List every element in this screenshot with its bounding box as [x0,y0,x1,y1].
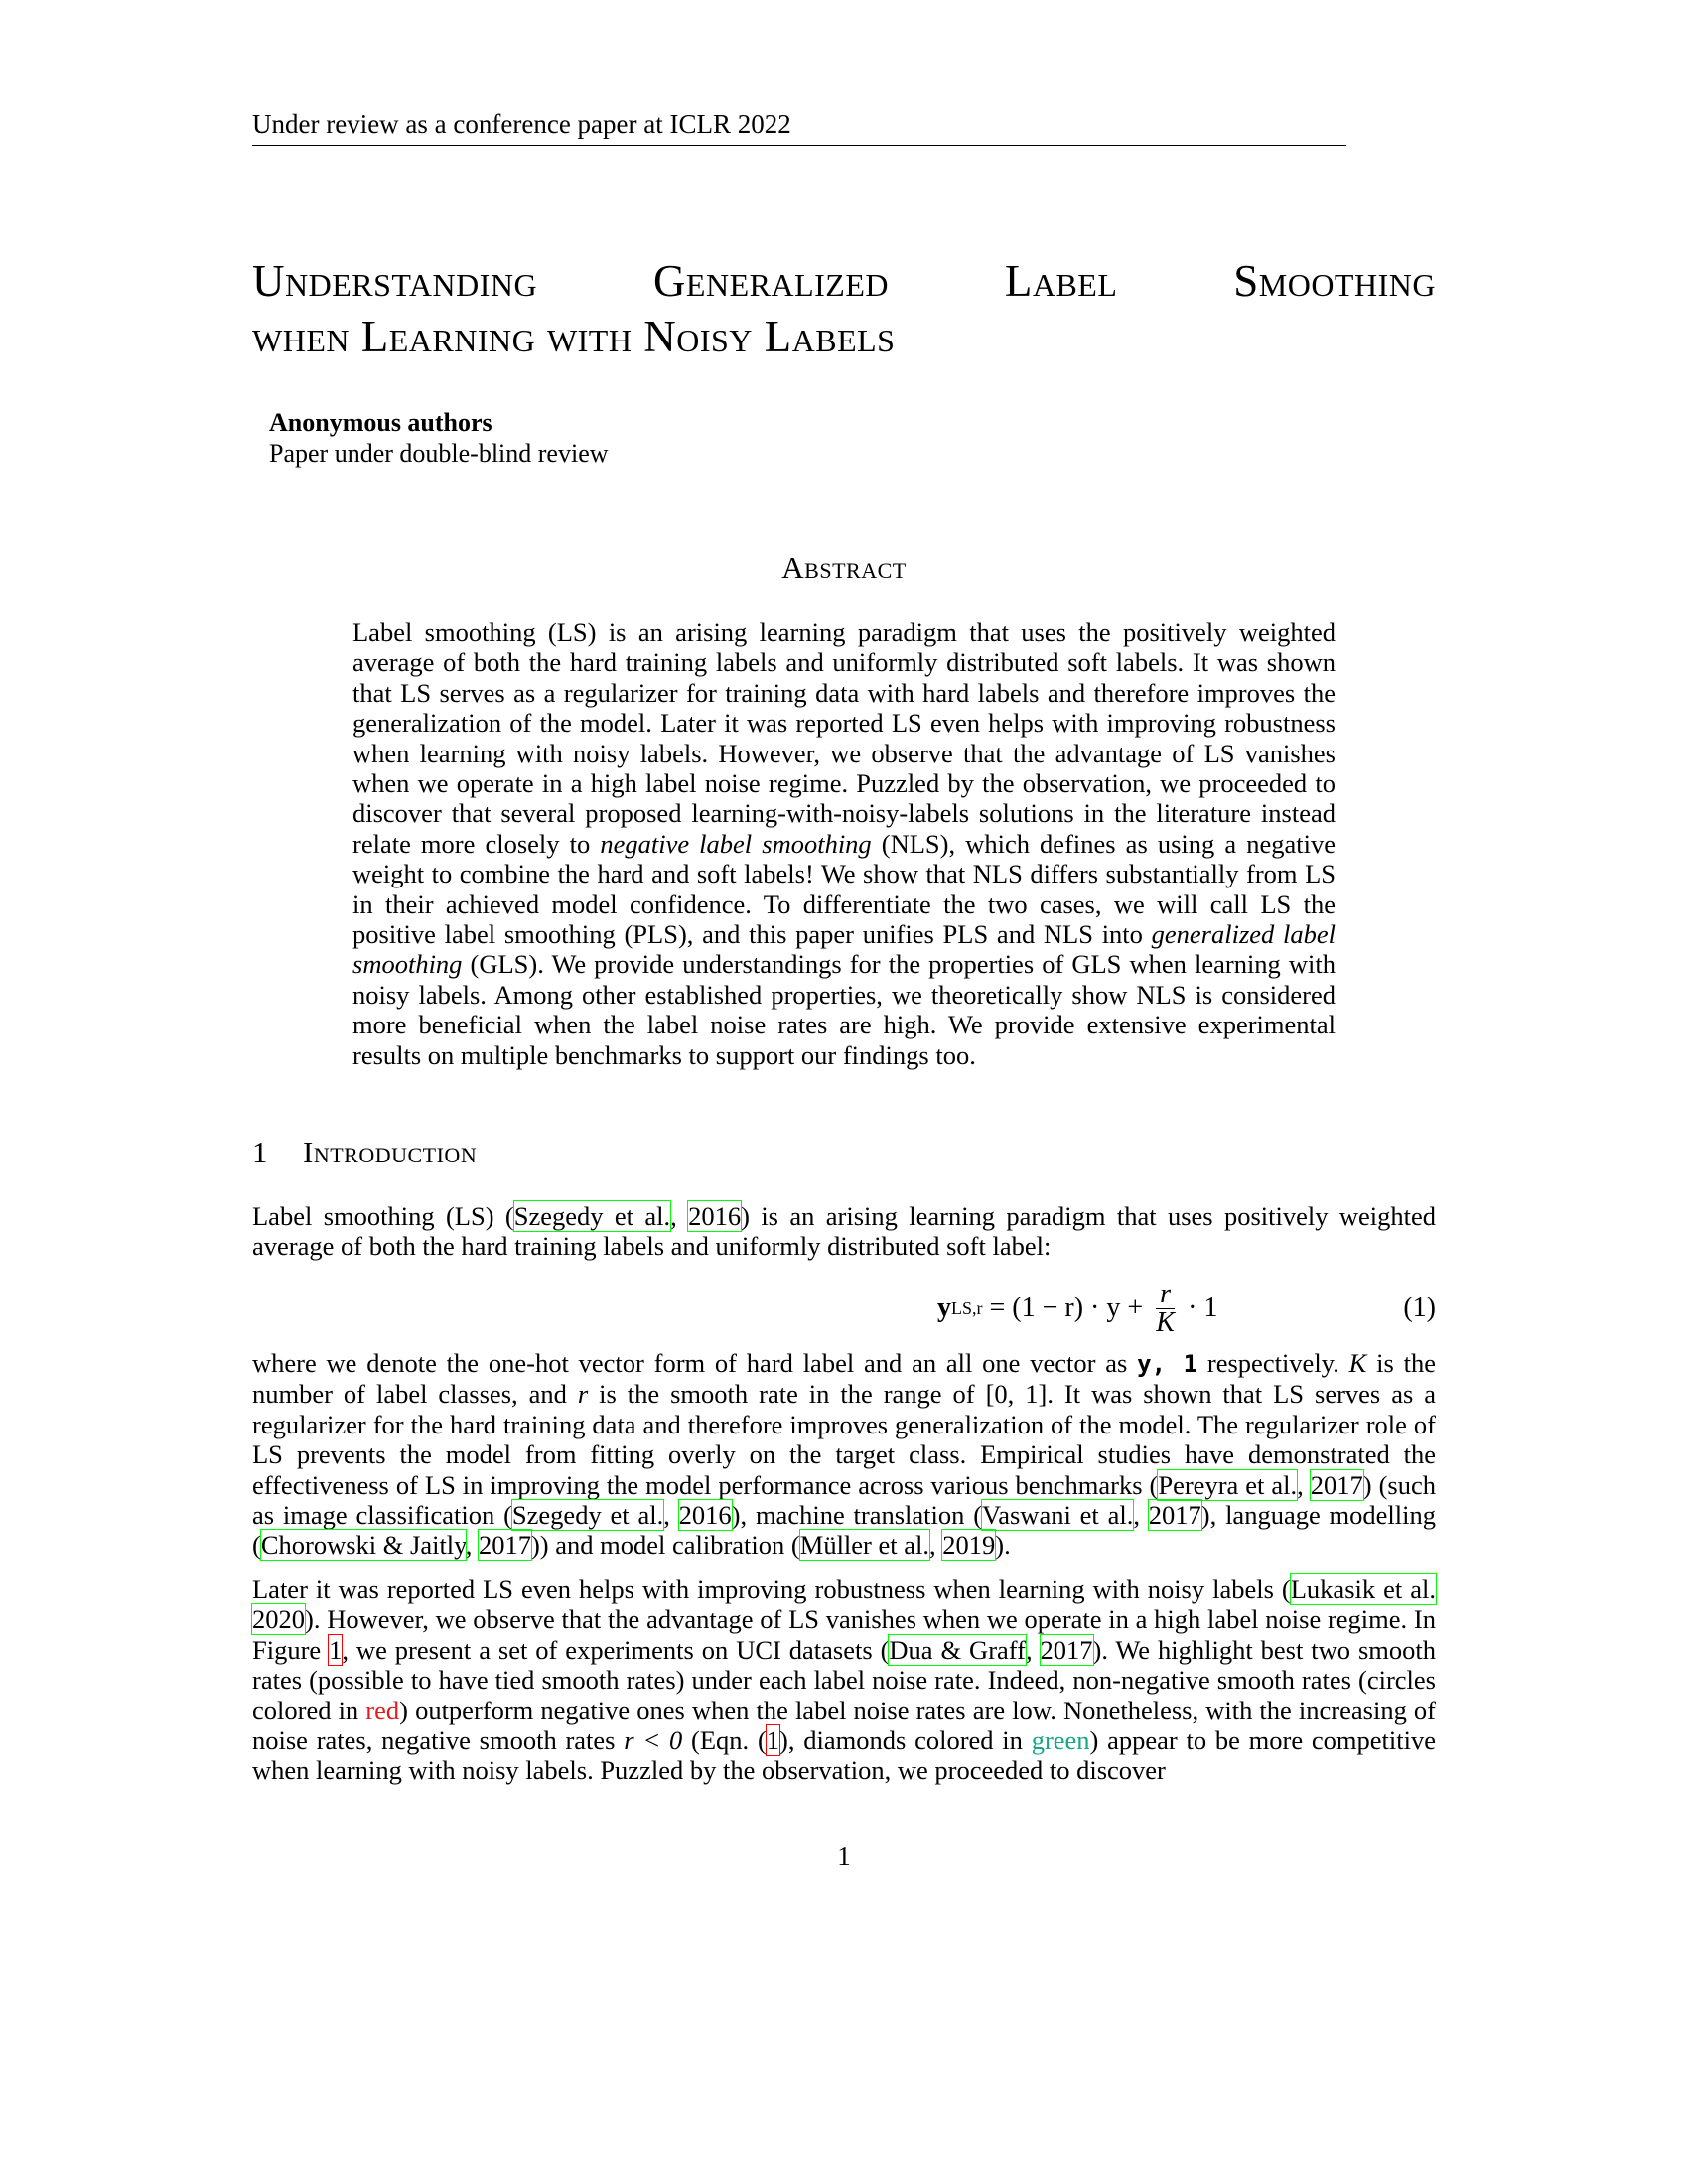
title-line-1 [252,253,1436,309]
title-word: Understanding [252,256,538,306]
author-block [269,407,609,469]
citation-link[interactable]: 2017 [478,1530,531,1561]
red-label: red [365,1695,400,1725]
citation-link[interactable]: Vaswani et al. [982,1500,1134,1531]
citation-link[interactable]: 2016 [678,1500,732,1531]
vector-symbols: y, 1 [1137,1350,1198,1378]
equation-1 [252,1279,1436,1338]
emphasis: negative label smoothing [600,828,872,859]
title-word: Generalized [652,256,889,306]
title-word: Smoothing [1233,256,1436,306]
equation-number: (1) [1403,1293,1436,1323]
citation-link[interactable]: Dua & Graff [889,1634,1026,1665]
paragraph-2: where we denote the one-hot vector form of hard label and an all one vector as y, 1 respectively. K is the number of label classes, and r is the smooth rate in the range of [0, 1]. It was shown that LS serves as a regularizer for the hard training data and therefore improves generalization of the model. The regularizer role of LS prevents the model from fitting overly on the target class. Empirical studies have demonstrated the effectiveness of LS in improving the model performance across various benchmarks (Pereyra et al., 2017) (such as image classification (Szegedy et al., 2016), machine translation (Vaswani et al., 2017), language modelling (Chorowski & Jaitly, 2017)) and model calibration (Müller et al., 2019). [252,1348,1437,1561]
green-label: green [1031,1725,1090,1756]
title-line-2: when Learning with Noisy Labels [252,312,896,361]
section-title: Introduction [303,1135,478,1169]
section-number: 1 [252,1135,268,1169]
figure-ref-link[interactable]: 1 [329,1634,343,1665]
running-header: Under review as a conference paper at ICLR 2022 [252,107,1346,146]
abstract-heading: Abstract [781,550,907,585]
page-number: 1 [837,1842,851,1871]
fraction: $\frac{r}{K}$ [1156,1278,1175,1338]
title-word: Label [1004,256,1118,306]
section-heading-introduction [252,1135,477,1170]
citation-link[interactable]: Lukasik et al. [1290,1574,1436,1604]
abstract-text: Label smoothing (LS) is an arising learning paradigm that uses the positively weighted average of both the hard training labels and uniformly distributed soft labels. It was shown that LS serves as a regularizer for training data with hard labels and therefore improves the generalization of the model. Later it was reported LS even helps with improving robustness when learning with noisy labels. However, we observe that the advantage of LS vanishes when we operate in a high label noise regime. Puzzled by the observation, we proceeded to discover that several proposed learning-with-noisy-labels solutions in the literature instead relate more closely to negative label smoothing (NLS), which defines as using a negative weight to combine the hard and soft labels! We show that NLS differs substantially from LS in their achieved model confidence. To differentiate the two cases, we will call LS the positive label smoothing (PLS), and this paper unifies PLS and NLS into generalized label smoothing (GLS). We provide understandings for the properties of GLS when learning with noisy labels. Among other established properties, we theoretically show NLS is considered more beneficial when the label noise rates are high. We provide extensive experimental results on multiple benchmarks to support our findings too. [352,617,1336,1070]
author-name: Anonymous authors [269,408,492,437]
citation-link[interactable]: Szegedy et al. [513,1201,671,1231]
citation-link[interactable]: Chorowski & Jaitly [260,1530,466,1561]
review-note: Paper under double-blind review [269,439,609,468]
citation-link[interactable]: 2017 [1148,1500,1201,1531]
paper-title [252,253,1436,364]
citation-link[interactable]: Müller et al. [799,1530,929,1561]
paragraph-3: Later it was reported LS even helps with improving robustness when learning with noisy labels (Lukasik et al. 2020). However, we observe that the advantage of LS vanishes when we operate in a high label noise regime. In Figure 1, we present a set of experiments on UCI datasets (Dua & Graff, 2017). We highlight best two smooth rates (possible to have tied smooth rates) under each label noise rate. Indeed, non-negative smooth rates (circles colored in red) outperform negative ones when the label noise rates are low. Nonetheless, with the increasing of noise rates, negative smooth rates r < 0 (Eqn. (1), diamonds colored in green) appear to be more competitive when learning with noisy labels. Puzzled by the observation, we proceeded to discover [252,1574,1437,1786]
citation-link[interactable]: 2016 [688,1201,742,1231]
emphasis: generalized label smoothing [352,919,1336,980]
citation-link[interactable]: 2019 [942,1530,996,1561]
citation-link[interactable]: 2020 [252,1604,305,1635]
citation-link[interactable]: Szegedy et al. [511,1500,664,1531]
citation-link[interactable]: Pereyra et al. [1158,1469,1298,1500]
citation-link[interactable]: 2017 [1310,1469,1363,1500]
paragraph-1: Label smoothing (LS) (Szegedy et al., 2016) is an arising learning paradigm that uses positively weighted average of both the hard training labels and uniformly distributed soft label: [252,1201,1437,1262]
equation-body: y LS,r = (1 − r) · y + $\frac{r}{K}$ · 1 [937,1278,1218,1338]
citation-link[interactable]: 2017 [1040,1634,1093,1665]
equation-ref-link[interactable]: 1 [766,1725,780,1756]
